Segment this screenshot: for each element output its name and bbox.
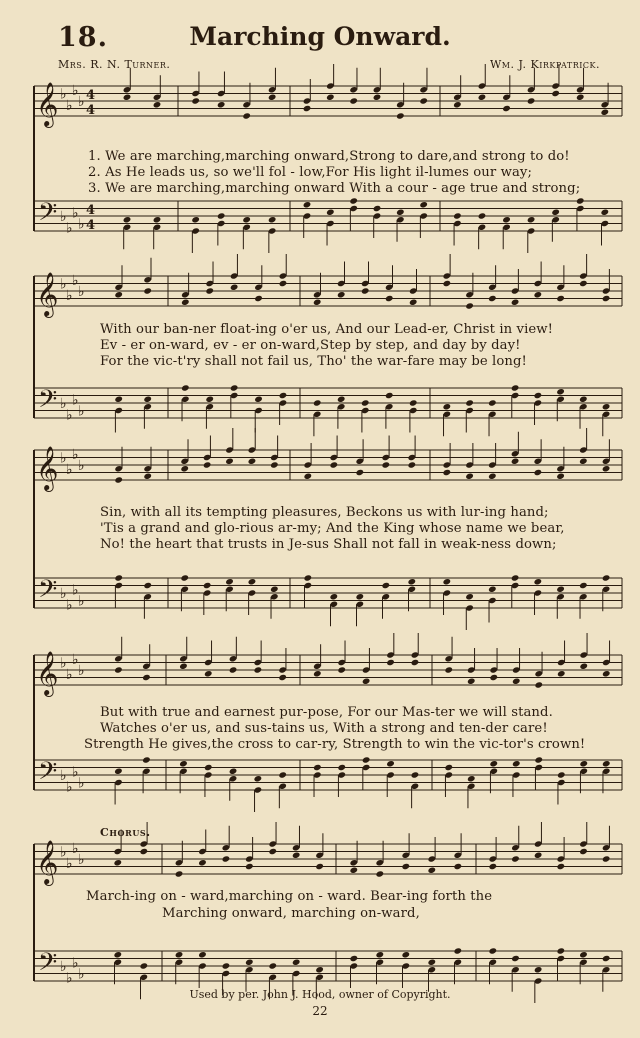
note-head — [454, 947, 463, 954]
note-head — [254, 666, 263, 673]
note-head — [313, 399, 322, 406]
verse1-line4: But with true and earnest pur-pose, For our Mas-ter we will stand. — [100, 705, 553, 720]
note-head — [191, 216, 200, 223]
note-head — [534, 392, 543, 399]
verse2-line4: Watches o'er us, and sus-tains us, With a strong and ten-der care! — [100, 721, 548, 736]
note-head — [489, 947, 498, 954]
note-head — [114, 476, 123, 483]
flat-icon: ♭ — [60, 450, 67, 467]
note-head — [465, 473, 474, 480]
bass-clef-icon: 𝄢 — [38, 575, 58, 610]
note-head — [279, 280, 288, 287]
time-signature: 4 — [86, 103, 96, 118]
note-head — [411, 771, 420, 778]
note-head — [534, 469, 543, 476]
flat-icon: ♭ — [72, 205, 79, 222]
verse1-line2: With our ban-ner float-ing o'er us, And our Lead-er, Christ in view! — [100, 322, 554, 337]
flat-icon: ♭ — [72, 582, 79, 599]
note-head — [222, 855, 231, 862]
note-head — [361, 399, 370, 406]
note-head — [114, 859, 123, 866]
note-head — [230, 384, 239, 391]
poet-credit: Mrs. R. N. Turner. — [58, 58, 171, 71]
note-head — [373, 205, 382, 212]
note-head — [242, 112, 251, 119]
note-head — [337, 764, 346, 771]
note-head — [534, 852, 543, 859]
note-head — [292, 959, 301, 966]
flat-icon: ♭ — [78, 284, 85, 300]
verse2-line3: 'Tis a grand and glo-rious ar-my; And the King whose name we bear, — [100, 521, 565, 536]
flat-icon: ♭ — [60, 655, 67, 672]
note-head — [268, 94, 277, 101]
note-head — [114, 768, 123, 775]
note-head — [453, 212, 462, 219]
note-head — [511, 299, 520, 306]
flat-icon: ♭ — [60, 844, 67, 861]
chorus-line1: March-ing on - ward,marching on - ward. Bear-ing forth the — [86, 889, 493, 904]
note-head — [205, 287, 214, 294]
note-head — [551, 90, 560, 97]
note-head — [304, 473, 313, 480]
verse1-line3: Sin, with all its tempting pleasures, Beckons us with lur-ing hand; — [100, 505, 549, 520]
note-head — [313, 670, 322, 677]
note-head — [326, 209, 335, 216]
note-head — [579, 396, 588, 403]
hymn-title: Marching Onward. — [189, 22, 451, 51]
flat-icon: ♭ — [66, 220, 73, 237]
flat-icon: ♭ — [72, 840, 79, 857]
bass-clef-icon: 𝄢 — [38, 948, 58, 983]
note-head — [453, 101, 462, 108]
note-head — [313, 299, 322, 306]
note-head — [191, 97, 200, 104]
note-head — [373, 94, 382, 101]
note-head — [409, 399, 418, 406]
note-head — [556, 473, 565, 480]
note-head — [502, 216, 511, 223]
note-head — [443, 280, 452, 287]
verse3-line3: No! the heart that trusts in Je-sus Shall not fall in weak-ness down; — [100, 537, 557, 552]
flat-icon: ♭ — [66, 666, 73, 683]
note-head — [534, 966, 543, 973]
verse3-line1: 3. We are marching,marching onward With a cour - age true and strong; — [88, 181, 581, 196]
note-head — [534, 756, 543, 763]
note-head — [428, 959, 437, 966]
note-head — [602, 955, 611, 962]
copyright-notice: Used by per. John J. Hood, owner of Copyright. — [189, 988, 451, 1001]
note-head — [123, 216, 132, 223]
note-head — [248, 458, 257, 465]
flat-icon: ♭ — [78, 458, 85, 474]
note-head — [361, 287, 370, 294]
note-head — [181, 384, 190, 391]
note-head — [179, 760, 188, 767]
note-head — [402, 863, 411, 870]
note-head — [502, 105, 511, 112]
verse2-line2: Ev - er on-ward, ev - er on-ward,Step by step, and day by day! — [100, 338, 521, 353]
note-head — [557, 863, 566, 870]
note-head — [579, 663, 588, 670]
note-head — [303, 201, 312, 208]
note-head — [114, 666, 123, 673]
flat-icon: ♭ — [72, 764, 79, 781]
note-head — [225, 578, 234, 585]
verse3-line2: For the vic-t'ry shall not fail us, Tho' the war-fare may be long! — [100, 354, 527, 369]
note-head — [511, 384, 520, 391]
flat-icon: ♭ — [78, 966, 85, 983]
note-head — [489, 863, 498, 870]
note-head — [222, 962, 231, 969]
note-head — [511, 574, 520, 581]
note-head — [601, 209, 610, 216]
note-head — [579, 760, 588, 767]
note-head — [140, 848, 149, 855]
note-head — [419, 97, 428, 104]
time-signature: 4 — [86, 218, 96, 233]
note-head — [602, 760, 611, 767]
note-head — [114, 396, 123, 403]
note-head — [489, 674, 498, 681]
note-head — [123, 94, 132, 101]
flat-icon: ♭ — [66, 287, 73, 304]
note-head — [337, 396, 346, 403]
note-head — [337, 291, 346, 298]
note-head — [465, 399, 474, 406]
bass-clef-icon: 𝄢 — [38, 198, 58, 233]
note-head — [179, 663, 188, 670]
flat-icon: ♭ — [60, 586, 67, 602]
treble-clef-icon: 𝄞 — [36, 446, 59, 490]
note-head — [382, 461, 391, 468]
note-head — [602, 574, 611, 581]
note-head — [385, 295, 394, 302]
note-head — [362, 756, 371, 763]
flat-icon: ♭ — [60, 209, 67, 225]
note-head — [556, 586, 565, 593]
note-head — [534, 291, 543, 298]
note-head — [203, 461, 212, 468]
note-head — [511, 458, 520, 465]
flat-icon: ♭ — [78, 775, 85, 792]
note-head — [576, 197, 585, 204]
note-head — [229, 768, 238, 775]
note-head — [204, 764, 213, 771]
note-head — [557, 947, 566, 954]
note-head — [279, 392, 288, 399]
time-signature: 4 — [86, 88, 96, 103]
note-head — [382, 582, 391, 589]
note-head — [376, 951, 385, 958]
note-head — [602, 465, 611, 472]
flat-icon: ♭ — [66, 97, 73, 114]
flat-icon: ♭ — [78, 94, 85, 110]
note-head — [217, 101, 226, 108]
note-head — [478, 212, 487, 219]
note-head — [579, 280, 588, 287]
treble-clef-icon: 𝄞 — [36, 840, 59, 884]
note-head — [411, 659, 420, 666]
note-head — [511, 955, 520, 962]
note-head — [175, 870, 184, 877]
treble-clef-icon: 𝄞 — [36, 82, 59, 126]
note-head — [217, 212, 226, 219]
note-head — [444, 764, 453, 771]
flat-icon: ♭ — [72, 272, 79, 289]
note-head — [153, 216, 162, 223]
note-head — [601, 109, 610, 116]
note-head — [248, 578, 257, 585]
bass-clef-icon: 𝄢 — [38, 757, 58, 792]
note-head — [114, 291, 123, 298]
note-head — [602, 403, 611, 410]
note-head — [443, 578, 452, 585]
flat-icon: ♭ — [66, 461, 73, 478]
note-head — [142, 756, 151, 763]
note-head — [143, 582, 152, 589]
flat-icon: ♭ — [66, 407, 73, 424]
treble-clef-icon: 𝄞 — [36, 272, 59, 316]
chorus-line2: Marching onward, marching on-ward, — [162, 906, 420, 921]
verse1-line1: 1. We are marching,marching onward,Strong to dare,and strong to do! — [88, 149, 570, 164]
note-head — [579, 458, 588, 465]
note-head — [444, 666, 453, 673]
note-head — [245, 863, 254, 870]
note-head — [408, 461, 417, 468]
note-head — [140, 962, 149, 969]
note-head — [527, 97, 536, 104]
flat-icon: ♭ — [78, 852, 85, 868]
note-head — [204, 670, 213, 677]
note-head — [350, 955, 359, 962]
note-head — [534, 681, 543, 688]
flat-icon: ♭ — [78, 216, 85, 233]
note-head — [143, 396, 152, 403]
note-head — [254, 295, 263, 302]
note-head — [488, 295, 497, 302]
note-head — [409, 299, 418, 306]
flat-icon: ♭ — [72, 446, 79, 463]
flat-icon: ♭ — [78, 593, 85, 610]
note-head — [315, 863, 324, 870]
note-head — [534, 578, 543, 585]
note-head — [254, 396, 263, 403]
note-head — [467, 678, 476, 685]
flat-icon: ♭ — [60, 959, 67, 975]
note-head — [349, 97, 358, 104]
flat-icon: ♭ — [66, 597, 73, 614]
verse2-line1: 2. As He leads us, so we'll fol - low,For His light il-lumes our way; — [88, 165, 533, 180]
note-head — [488, 399, 497, 406]
note-head — [350, 867, 359, 874]
note-head — [527, 216, 536, 223]
note-head — [304, 574, 313, 581]
note-head — [579, 848, 588, 855]
treble-clef-icon: 𝄞 — [36, 651, 59, 695]
note-head — [349, 197, 358, 204]
time-signature: 4 — [86, 203, 96, 218]
flat-icon: ♭ — [60, 276, 67, 293]
note-head — [268, 962, 277, 969]
note-head — [396, 209, 405, 216]
note-head — [337, 666, 346, 673]
note-head — [230, 284, 239, 291]
note-head — [602, 855, 611, 862]
note-head — [511, 855, 520, 862]
verse3-line4: Strength He gives,the cross to car-ry, Strength to win the vic-tor's crown! — [84, 737, 586, 752]
note-head — [386, 760, 395, 767]
flat-icon: ♭ — [72, 955, 79, 972]
note-head — [143, 473, 152, 480]
flat-icon: ♭ — [66, 779, 73, 796]
note-head — [153, 101, 162, 108]
note-head — [142, 674, 151, 681]
flat-icon: ♭ — [72, 392, 79, 409]
note-head — [175, 951, 184, 958]
note-head — [114, 574, 123, 581]
note-head — [557, 670, 566, 677]
note-head — [225, 458, 234, 465]
flat-icon: ♭ — [72, 651, 79, 668]
note-head — [551, 209, 560, 216]
note-head — [419, 201, 428, 208]
flat-icon: ♭ — [60, 768, 67, 784]
note-head — [467, 775, 476, 782]
note-head — [303, 105, 312, 112]
flat-icon: ♭ — [60, 86, 67, 103]
note-head — [356, 593, 365, 600]
note-head — [386, 659, 395, 666]
page-number: 22 — [312, 1004, 328, 1018]
note-head — [143, 287, 152, 294]
note-head — [180, 465, 189, 472]
note-head — [114, 951, 123, 958]
hymn-number: 18. — [58, 22, 108, 53]
flat-icon: ♭ — [60, 396, 67, 412]
note-head — [270, 461, 279, 468]
note-head — [465, 593, 474, 600]
note-head — [313, 764, 322, 771]
note-head — [602, 670, 611, 677]
note-head — [254, 775, 263, 782]
note-head — [356, 469, 365, 476]
flat-icon: ♭ — [66, 855, 73, 872]
note-head — [396, 112, 405, 119]
note-head — [478, 94, 487, 101]
note-head — [330, 461, 339, 468]
note-head — [268, 848, 277, 855]
note-head — [443, 403, 452, 410]
note-head — [326, 94, 335, 101]
note-head — [465, 302, 474, 309]
note-head — [454, 863, 463, 870]
note-head — [180, 574, 189, 581]
note-head — [203, 582, 212, 589]
note-head — [245, 959, 254, 966]
note-head — [512, 678, 521, 685]
flat-icon: ♭ — [72, 82, 79, 99]
note-head — [489, 760, 498, 767]
note-head — [181, 299, 190, 306]
note-head — [198, 951, 207, 958]
chorus-label: Chorus. — [100, 826, 151, 839]
flat-icon: ♭ — [66, 970, 73, 987]
note-head — [270, 586, 279, 593]
note-head — [576, 94, 585, 101]
note-head — [512, 760, 521, 767]
flat-icon: ♭ — [78, 663, 85, 679]
note-head — [242, 216, 251, 223]
note-head — [198, 859, 207, 866]
note-head — [443, 469, 452, 476]
note-head — [268, 216, 277, 223]
note-head — [229, 666, 238, 673]
note-head — [556, 388, 565, 395]
note-head — [362, 678, 371, 685]
note-head — [488, 473, 497, 480]
note-head — [330, 593, 339, 600]
note-head — [315, 966, 324, 973]
note-head — [602, 295, 611, 302]
note-head — [579, 582, 588, 589]
note-head — [205, 396, 214, 403]
note-head — [428, 867, 437, 874]
note-head — [385, 392, 394, 399]
note-head — [488, 586, 497, 593]
note-head — [278, 771, 287, 778]
note-head — [557, 771, 566, 778]
note-head — [408, 578, 417, 585]
note-head — [556, 295, 565, 302]
note-head — [376, 870, 385, 877]
bass-clef-icon: 𝄢 — [38, 385, 58, 420]
note-head — [292, 852, 301, 859]
composer-credit: Wm. J. Kirkpatrick. — [489, 58, 600, 71]
note-head — [278, 674, 287, 681]
note-head — [402, 951, 411, 958]
note-head — [579, 951, 588, 958]
flat-icon: ♭ — [78, 403, 85, 420]
